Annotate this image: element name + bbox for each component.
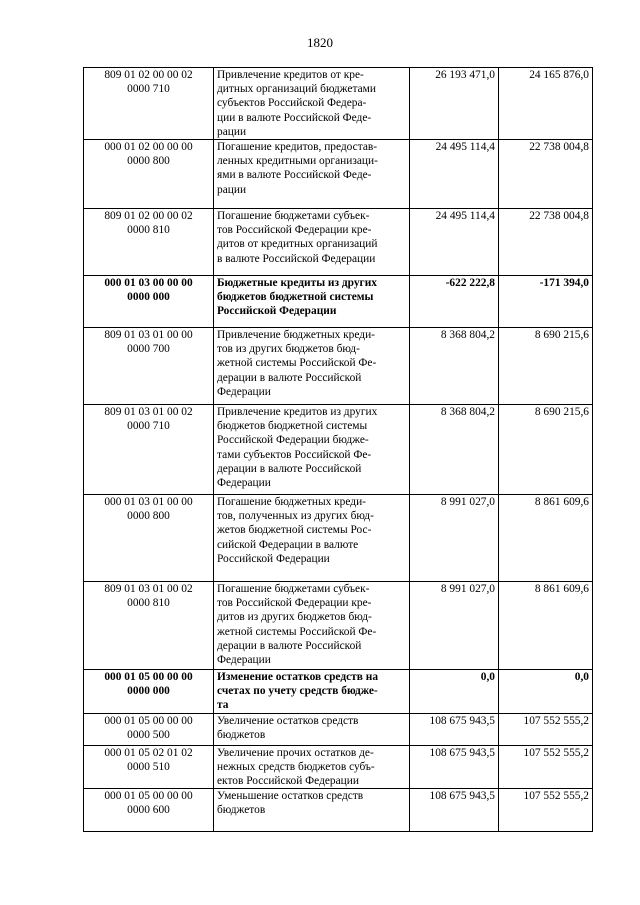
amount-year2-cell: 107 552 555,2	[499, 789, 593, 832]
budget-code-cell: 000 01 03 00 00 00 0000 000	[84, 276, 214, 328]
table-row	[84, 495, 593, 582]
amount-year2-cell: 22 738 004,8	[499, 140, 593, 209]
budget-code-cell: 000 01 02 00 00 00 0000 800	[84, 140, 214, 209]
amount-year2-cell: 8 861 609,6	[499, 495, 593, 582]
budget-code-cell: 000 01 05 00 00 00 0000 600	[84, 789, 214, 832]
table-row	[84, 713, 593, 745]
description-cell: Погашение бюджетных креди- тов, полученных из других бюд- жетов бюджетной системы Рос- сийской Федерации в валюте Российской Федерации	[214, 495, 410, 582]
amount-year2-cell: 24 165 876,0	[499, 68, 593, 140]
amount-year1-cell: 0,0	[410, 670, 499, 714]
table-row	[84, 745, 593, 789]
amount-year1-cell: 24 495 114,4	[410, 140, 499, 209]
amount-year1-cell: 26 193 471,0	[410, 68, 499, 140]
budget-code-cell: 000 01 05 00 00 00 0000 500	[84, 713, 214, 745]
table-row	[84, 328, 593, 405]
amount-year2-cell: 8 690 215,6	[499, 405, 593, 495]
description-cell: Привлечение кредитов из других бюджетов бюджетной системы Российской Федерации бюдже- тами субъектов Российской Фе- дерации в валюте Российской Федерации	[214, 405, 410, 495]
description-cell: Погашение бюджетами субъек- тов Российской Федерации кре- дитов от кредитных организаций в валюте Российской Федерации	[214, 209, 410, 276]
description-cell: Изменение остатков средств на счетах по учету средств бюдже- та	[214, 670, 410, 714]
budget-code-cell: 000 01 03 01 00 00 0000 800	[84, 495, 214, 582]
amount-year1-cell: 24 495 114,4	[410, 209, 499, 276]
table-row	[84, 670, 593, 714]
amount-year1-cell: 8 991 027,0	[410, 582, 499, 670]
amount-year2-cell: 22 738 004,8	[499, 209, 593, 276]
budget-code-cell: 809 01 02 00 00 02 0000 710	[84, 68, 214, 140]
table-body	[84, 68, 593, 832]
description-cell: Увеличение прочих остатков де- нежных средств бюджетов субъ- ектов Российской Федерации	[214, 745, 410, 789]
table-row	[84, 405, 593, 495]
description-cell: Привлечение бюджетных креди- тов из других бюджетов бюд- жетной системы Российской Фе- дерации в валюте Российской Федерации	[214, 328, 410, 405]
amount-year1-cell: 8 991 027,0	[410, 495, 499, 582]
amount-year2-cell: 0,0	[499, 670, 593, 714]
amount-year1-cell: 8 368 804,2	[410, 328, 499, 405]
budget-sources-table	[83, 67, 593, 832]
budget-code-cell: 809 01 03 01 00 02 0000 710	[84, 405, 214, 495]
description-cell: Погашение кредитов, предостав- ленных кредитными организаци- ями в валюте Российской Феде- рации	[214, 140, 410, 209]
table-row	[84, 276, 593, 328]
budget-code-cell: 809 01 02 00 00 02 0000 810	[84, 209, 214, 276]
amount-year1-cell: -622 222,8	[410, 276, 499, 328]
budget-code-cell: 000 01 05 00 00 00 0000 000	[84, 670, 214, 714]
amount-year1-cell: 108 675 943,5	[410, 789, 499, 832]
description-cell: Погашение бюджетами субъек- тов Российской Федерации кре- дитов из других бюджетов бюд- жетной системы Российской Фе- дерации в валюте Российской Федерации	[214, 582, 410, 670]
amount-year1-cell: 108 675 943,5	[410, 745, 499, 789]
page-number: 1820	[307, 35, 333, 50]
budget-code-cell: 809 01 03 01 00 02 0000 810	[84, 582, 214, 670]
table-row	[84, 209, 593, 276]
amount-year2-cell: 107 552 555,2	[499, 713, 593, 745]
table-row	[84, 140, 593, 209]
amount-year1-cell: 8 368 804,2	[410, 405, 499, 495]
budget-code-cell: 000 01 05 02 01 02 0000 510	[84, 745, 214, 789]
description-cell: Привлечение кредитов от кре- дитных организаций бюджетами субъектов Российской Федера- ции в валюте Российской Феде- рации	[214, 68, 410, 140]
description-cell: Увеличение остатков средств бюджетов	[214, 713, 410, 745]
table-row	[84, 68, 593, 140]
table-row	[84, 582, 593, 670]
amount-year2-cell: 8 690 215,6	[499, 328, 593, 405]
description-cell: Бюджетные кредиты из других бюджетов бюджетной системы Российской Федерации	[214, 276, 410, 328]
budget-code-cell: 809 01 03 01 00 00 0000 700	[84, 328, 214, 405]
table-row	[84, 789, 593, 832]
amount-year2-cell: -171 394,0	[499, 276, 593, 328]
amount-year1-cell: 108 675 943,5	[410, 713, 499, 745]
description-cell: Уменьшение остатков средств бюджетов	[214, 789, 410, 832]
amount-year2-cell: 107 552 555,2	[499, 745, 593, 789]
amount-year2-cell: 8 861 609,6	[499, 582, 593, 670]
